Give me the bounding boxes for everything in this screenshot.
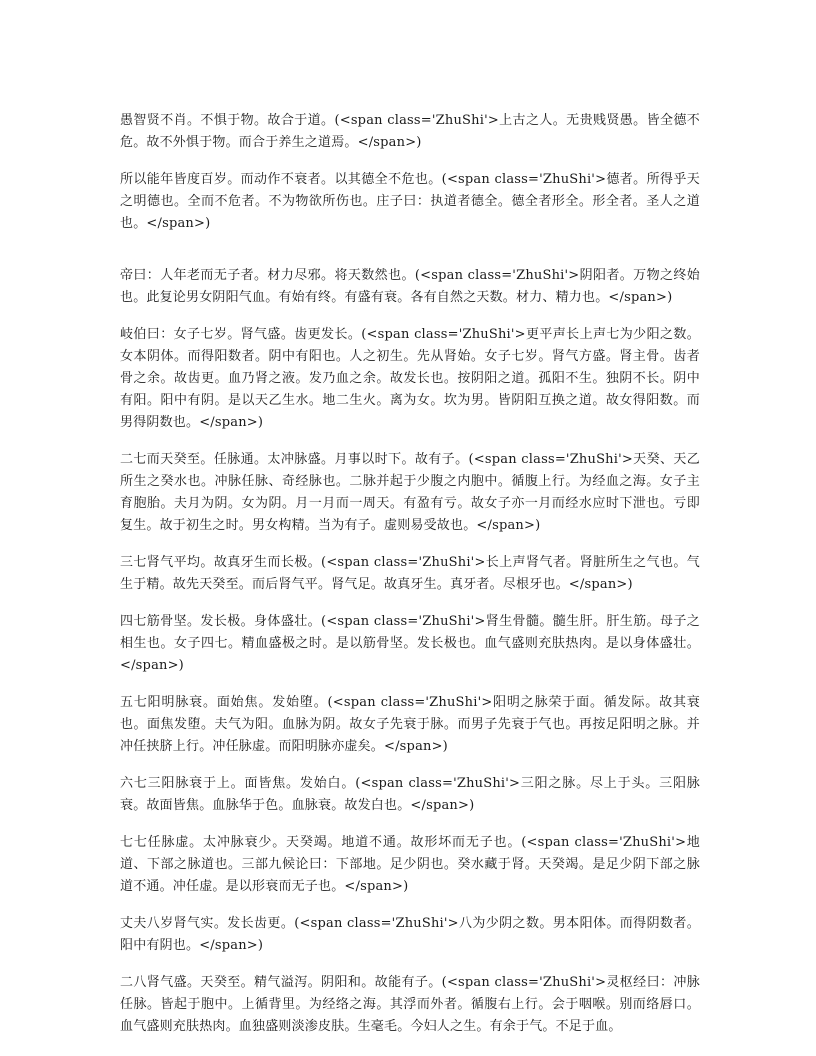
paragraph-4: 岐伯曰：女子七岁。肾气盛。齿更发长。(<span class='ZhuShi'>更平声长上声七为少阳之数。女本阴体。而得阳数者。阴中有阳也。人之初生。先从肾始。女子七岁。肾气方盛。肾主骨。齿者骨之余。故齿更。血乃肾之液。发乃血之余。故发长也。按阴阳之道。孤阳不生。独阴不长。阴中有阳。阳中有阴。是以天乙生水。地二生火。离为女。坎为男。皆阴阳互换之道。故女得阳数。而男得阴数也。</span>) xyxy=(120,327,700,430)
paragraph-10: 七七任脉虚。太冲脉衰少。天癸竭。地道不通。故形坏而无子也。(<span class='ZhuShi'>地道、下部之脉道也。三部九候论曰：下部地。足少阴也。癸水藏于肾。天癸竭。是足少阴下部之脉道不通。冲任虚。是以形衰而无子也。</span>) xyxy=(120,835,700,894)
paragraph-11: 丈夫八岁肾气实。发长齿更。(<span class='ZhuShi'>八为少阴之数。男本阳体。而得阴数者。阳中有阴也。</span>) xyxy=(120,916,700,953)
paragraph-5: 二七而天癸至。任脉通。太冲脉盛。月事以时下。故有子。(<span class='ZhuShi'>天癸、天乙所生之癸水也。冲脉任脉、奇经脉也。二脉并起于少腹之内胞中。循腹上行。为经血之海。女子主育胞胎。夫月为阴。女为阴。月一月而一周天。有盈有亏。故女子亦一月而经水应时下泄也。亏即复生。故于初生之时。男女构精。当为有子。虚则易受故也。</span>) xyxy=(120,452,700,533)
paragraph-2: 所以能年皆度百岁。而动作不衰者。以其德全不危也。(<span class='ZhuShi'>德者。所得乎天之明德也。全而不危者。不为物欲所伤也。庄子曰：执道者德全。德全者形全。形全者。圣人之道也。</span>) xyxy=(120,172,700,231)
paragraph-1: 愚智贤不肖。不惧于物。故合于道。(<span class='ZhuShi'>上古之人。无贵贱贤愚。皆全德不危。故不外惧于物。而合于养生之道焉。</span>) xyxy=(120,113,700,150)
paragraph-12: 二八肾气盛。天癸至。精气溢泻。阴阳和。故能有子。(<span class='ZhuShi'>灵枢经曰：冲脉任脉。皆起于胞中。上循背里。为经络之海。其浮而外者。循腹右上行。会于咽喉。别而络唇口。血气盛则充肤热肉。血独盛则淡渗皮肤。生毫毛。今妇人之生。有余于气。不足于血。 xyxy=(120,975,700,1034)
paragraph-3: 帝曰：人年老而无子者。材力尽邪。将天数然也。(<span class='ZhuShi'>阴阳者。万物之终始也。此复论男女阴阳气血。有始有终。有盛有衰。各有自然之天数。材力、精力也。</span>) xyxy=(120,268,700,305)
paragraph-7: 四七筋骨坚。发长极。身体盛壮。(<span class='ZhuShi'>肾生骨髓。髓生肝。肝生筋。母子之相生也。女子四七。精血盛极之时。是以筋骨坚。发长极也。血气盛则充肤热肉。是以身体盛壮。</span>) xyxy=(120,614,700,673)
paragraph-9: 六七三阳脉衰于上。面皆焦。发始白。(<span class='ZhuShi'>三阳之脉。尽上于头。三阳脉衰。故面皆焦。血脉华于色。血脉衰。故发白也。</span>) xyxy=(120,776,700,813)
paragraph-6: 三七肾气平均。故真牙生而长极。(<span class='ZhuShi'>长上声肾气者。肾脏所生之气也。气生于精。故先天癸至。而后肾气平。肾气足。故真牙生。真牙者。尽根牙也。</span>) xyxy=(120,555,700,592)
document-page xyxy=(120,110,700,1053)
paragraph-8: 五七阳明脉衰。面始焦。发始堕。(<span class='ZhuShi'>阳明之脉荣于面。循发际。故其衰也。面焦发堕。夫气为阳。血脉为阴。故女子先衰于脉。而男子先衰于气也。再按足阳明之脉。并冲任挟脐上行。冲任脉虚。而阳明脉亦虚矣。</span>) xyxy=(120,695,700,754)
